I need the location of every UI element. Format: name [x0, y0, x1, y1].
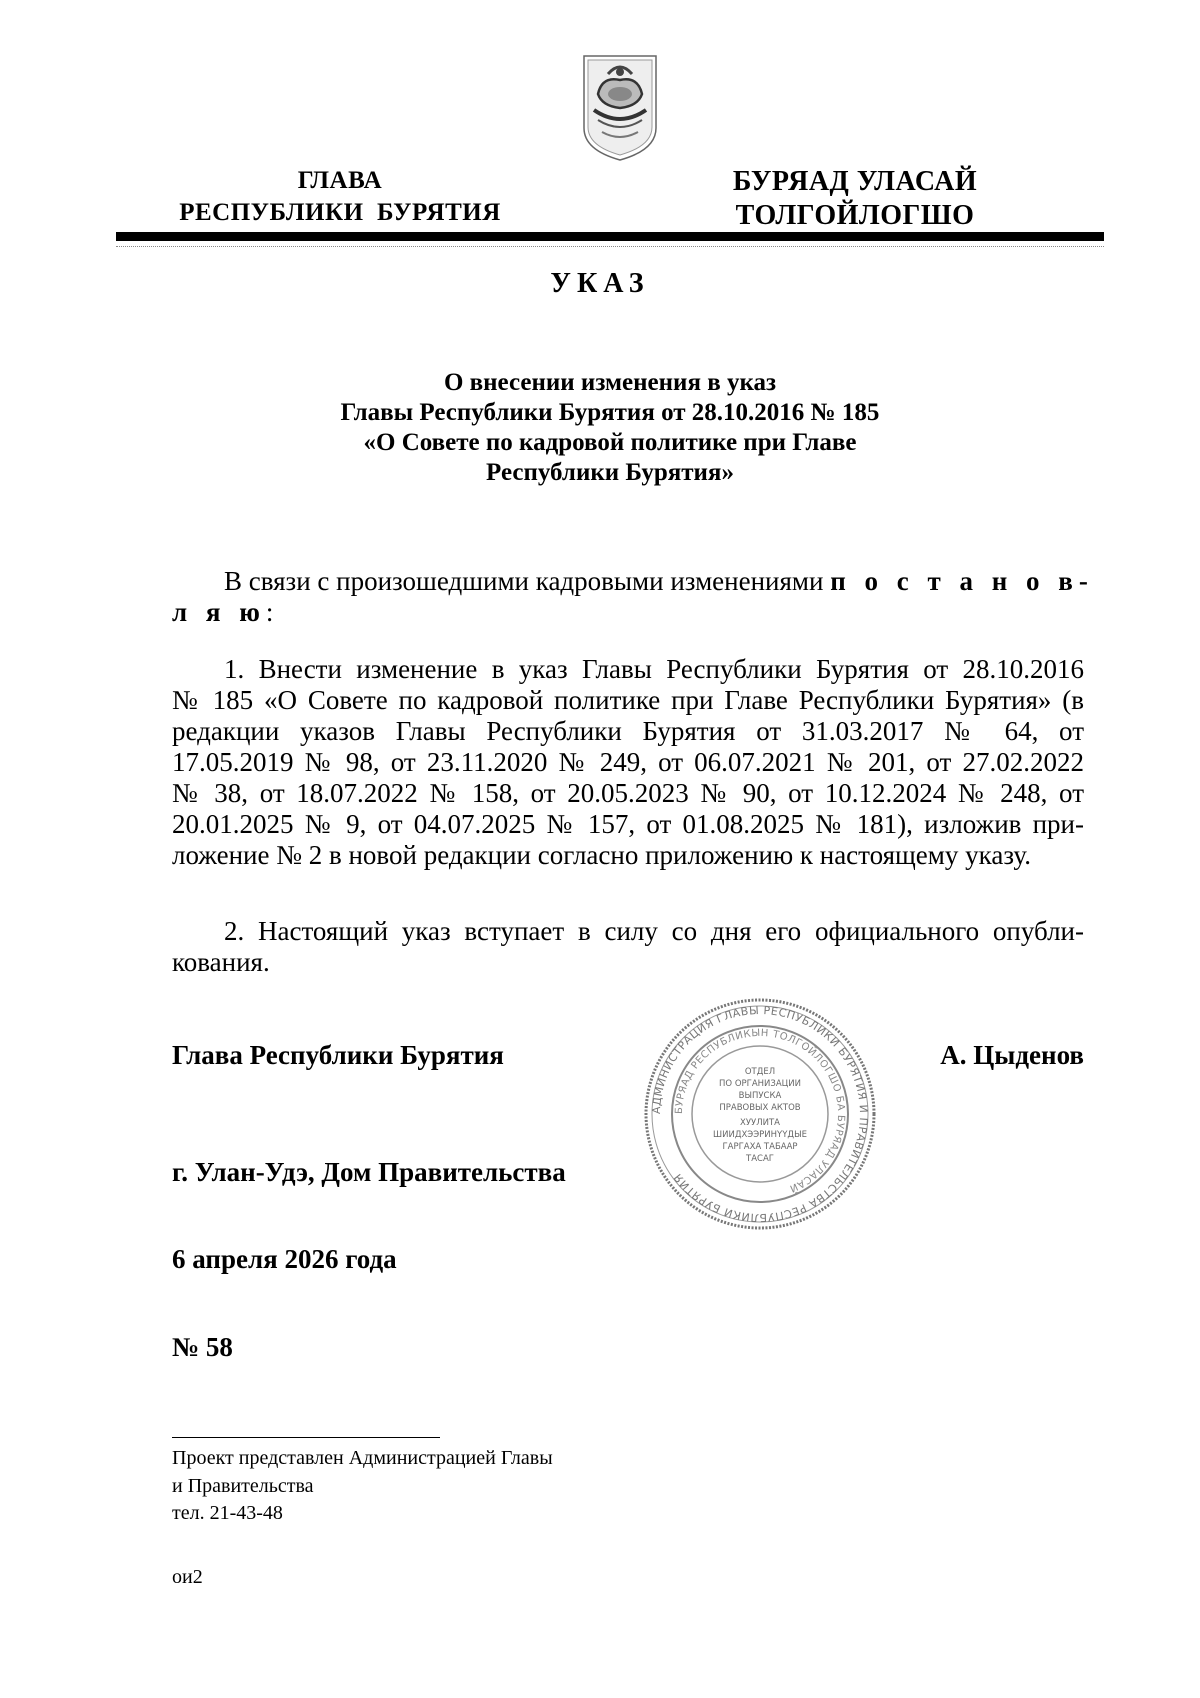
stamp-center-line: ТАСАГ	[746, 1154, 774, 1164]
paragraph-1-line: 1. Внести изменение в указ Главы Республики Бурятия от 28.10.2016	[224, 654, 1084, 684]
paragraph-1-line: 20.01.2025 № 9, от 04.07.2025 № 157, от 01.08.2025 № 181), изложив при-	[172, 809, 1084, 839]
footnote-code: ои2	[172, 1566, 203, 1588]
coat-of-arms-icon	[580, 50, 660, 162]
paragraph-2	[172, 916, 1084, 978]
footnote-line: Проект представлен Администрацией Главы	[172, 1447, 553, 1469]
preamble-keyword-end: л я ю	[172, 597, 266, 627]
header-left	[150, 165, 530, 229]
paragraph-1-line: 17.05.2019 № 98, от 23.11.2020 № 249, от 06.07.2021 № 201, от 27.02.2022	[172, 747, 1084, 777]
header-divider-thin	[116, 246, 1104, 247]
footnote-phone: тел. 21-43-48	[172, 1502, 283, 1524]
stamp-center-line: ОТДЕЛ	[744, 1067, 776, 1077]
preamble-text: В связи с произошедшими кадровыми изменениями	[224, 566, 831, 596]
stamp-center-line: ПО ОРГАНИЗАЦИИ	[719, 1079, 801, 1089]
title-line: О внесении изменения в указ	[443, 369, 777, 396]
footnote-divider	[172, 1437, 440, 1438]
title-line: «О Совете по кадровой политике при Главе	[363, 429, 857, 456]
preamble-keyword: п о с т а н о в-	[830, 566, 1094, 596]
decree-number: № 58	[172, 1332, 233, 1362]
header-left-line1: ГЛАВА	[297, 167, 383, 194]
paragraph-1-line: № 185 «О Совете по кадровой политике при Главе Республики Бурятия» (в	[172, 685, 1084, 715]
signing-date: 6 апреля 2026 года	[172, 1244, 397, 1274]
paragraph-1-line: № 38, от 18.07.2022 № 158, от 20.05.2023 № 90, от 10.12.2024 № 248, от	[172, 778, 1084, 808]
preamble-line2	[172, 597, 1084, 628]
decree-label: УКАЗ	[550, 268, 650, 299]
title-line: Республики Бурятия»	[486, 459, 734, 486]
decree-title	[200, 368, 1020, 488]
stamp-outer-text: АДМИНИСТРАЦИЯ ГЛАВЫ РЕСПУБЛИКИ БУРЯТИЯ И ПРАВИТЕЛЬСТВА РЕСПУБЛИКИ БУРЯТИЯ	[649, 1003, 871, 1225]
signatory-name: А. Цыденов	[940, 1040, 1084, 1070]
preamble-colon: :	[265, 597, 274, 627]
paragraph-2-line: кования.	[172, 947, 270, 977]
stamp-inner-text: БУРЯАД РЕСПУБЛИКЫН ТОЛГОЙЛОГШО БА БУРЯАД УЛАСАЙ	[673, 1027, 847, 1194]
paragraph-1-line: ложение № 2 в новой редакции согласно приложению к настоящему указу.	[172, 840, 1031, 870]
preamble	[172, 566, 1094, 628]
stamp-center-line: ХУУЛИТА	[740, 1118, 780, 1128]
stamp-center-line: ШИИДХЭЭРИНҮҮДЫЕ	[713, 1130, 807, 1140]
header-right-line2: ТОЛГОЙЛОГШО	[735, 200, 975, 231]
header-left-line2: РЕСПУБЛИКИ БУРЯТИЯ	[179, 199, 501, 226]
preamble-line1	[172, 566, 1094, 597]
signatory-position: Глава Республики Бурятия	[172, 1040, 504, 1070]
title-line: Главы Республики Бурятия от 28.10.2016 № 185	[340, 399, 880, 426]
official-stamp	[642, 996, 878, 1232]
signing-place: г. Улан-Удэ, Дом Правительства	[172, 1157, 566, 1187]
header-right-line1: БУРЯАД УЛАСАЙ	[732, 166, 978, 197]
header-right	[690, 165, 1020, 233]
paragraph-2-line: 2. Настоящий указ вступает в силу со дня его официального опубли-	[224, 916, 1084, 946]
paragraph-1-line: редакции указов Главы Республики Бурятия от 31.03.2017 № 64, от	[172, 716, 1084, 746]
footnote-line: и Правительства	[172, 1475, 314, 1497]
stamp-center-line: ВЫПУСКА	[738, 1091, 782, 1101]
stamp-center-line: ГАРГАХА ТАБААР	[722, 1142, 798, 1152]
paragraph-1	[172, 654, 1084, 871]
stamp-center-line: ПРАВОВЫХ АКТОВ	[719, 1103, 801, 1113]
header-divider	[116, 232, 1104, 241]
